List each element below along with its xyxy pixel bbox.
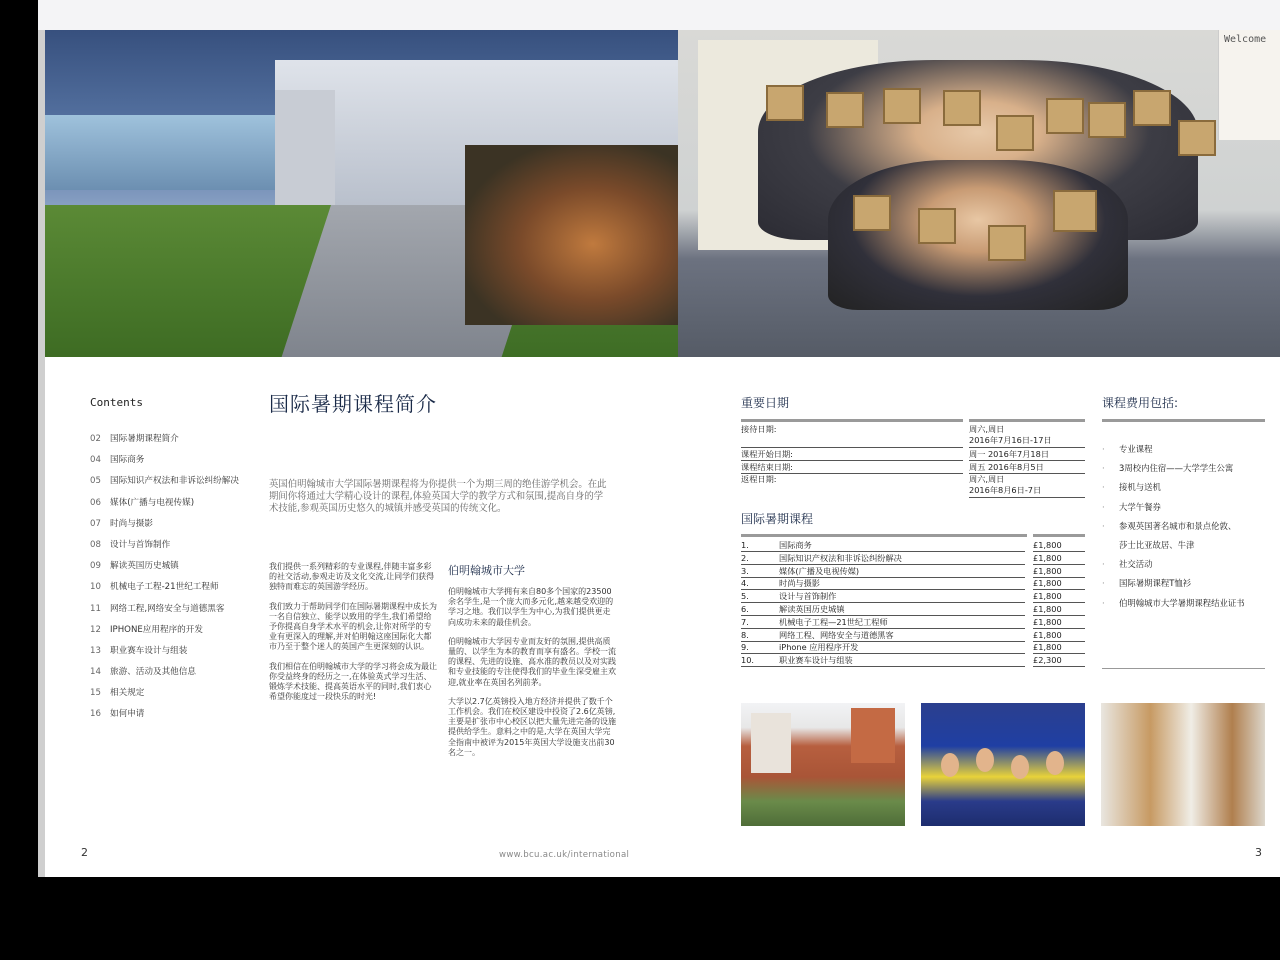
viewer-top-bar bbox=[38, 0, 1280, 30]
toc-label: 时尚与摄影 bbox=[110, 518, 153, 529]
paragraph: 伯明翰城市大学因专业而友好的氛围,提供高质量的、以学生为本的教育而享有盛名。学校一流的课程、先进的设施、高水准的教员以及对实践和专业技能的专注使得我们的毕业生深受雇主欢迎,就业率在英国名列前茅。 bbox=[448, 636, 616, 687]
toc-page-number: 14 bbox=[90, 667, 101, 678]
toc-item[interactable] bbox=[90, 496, 239, 517]
course-name: iPhone 应用程序开发 bbox=[779, 642, 1025, 654]
building-wing bbox=[275, 90, 335, 210]
course-name: 国际商务 bbox=[779, 540, 1025, 552]
toc-item[interactable] bbox=[90, 686, 239, 707]
toc-page-number: 07 bbox=[90, 518, 101, 529]
lecture-hall-photo bbox=[921, 703, 1085, 826]
toc-item[interactable] bbox=[90, 474, 239, 495]
toc-label: 国际商务 bbox=[110, 455, 145, 466]
student bbox=[1011, 755, 1029, 779]
bullet: · bbox=[1102, 501, 1105, 512]
page-number-right: 3 bbox=[1255, 846, 1262, 859]
course-price: £1,800 bbox=[1033, 642, 1085, 654]
toc-page-number: 11 bbox=[90, 603, 101, 614]
toc-label: 机械电子工程-21世纪工程师 bbox=[110, 582, 219, 593]
bullet: · bbox=[1102, 520, 1105, 531]
toc-page-number: 16 bbox=[90, 709, 101, 720]
list-item bbox=[1102, 501, 1245, 520]
course-number: 9. bbox=[741, 642, 779, 654]
course-price: £1,800 bbox=[1033, 604, 1085, 616]
drawing-board bbox=[766, 85, 804, 121]
drawing-board bbox=[918, 208, 956, 244]
drawing-board bbox=[1088, 102, 1126, 138]
toc-label: 相关规定 bbox=[110, 688, 145, 699]
welcome-sign-text: Welcome bbox=[1224, 34, 1267, 45]
toc-item[interactable] bbox=[90, 644, 239, 665]
course-number: 5. bbox=[741, 591, 779, 603]
welcome-sign bbox=[1218, 30, 1280, 140]
course-number: 10. bbox=[741, 655, 779, 667]
paragraph: 我们提供一系列精彩的专业课程,伴随丰富多彩的社交活动,参观走访及文化交流,让同学们获得独特而难忘的英国游学经历。 bbox=[269, 562, 435, 592]
drawing-board bbox=[996, 115, 1034, 151]
course-name: 时尚与摄影 bbox=[779, 578, 1025, 590]
toc-item[interactable] bbox=[90, 559, 239, 580]
date-value: 周六,周日 2016年8月6日-7日 bbox=[969, 474, 1085, 498]
toc-label: 职业赛车设计与组装 bbox=[110, 645, 188, 656]
drawing-board bbox=[883, 88, 921, 124]
fee-item: 莎士比亚故居、牛津 bbox=[1119, 539, 1195, 550]
course-price: £1,800 bbox=[1033, 553, 1085, 565]
course-price: £1,800 bbox=[1033, 617, 1085, 629]
toc-item[interactable] bbox=[90, 665, 239, 686]
divider bbox=[741, 419, 963, 422]
course-name: 机械电子工程—21世纪工程师 bbox=[779, 617, 1025, 629]
paragraph: 我们致力于帮助同学们在国际暑期课程中成长为一名自信独立、能学以致用的学生,我们希望给予你提高自身学术水平的机会,让你对所学的专业有更深入的理解,并对伯明翰这座国际化大都市乃至于整个迷人的英国产生更深刻的认识。 bbox=[269, 601, 437, 652]
student-group-front bbox=[828, 160, 1128, 310]
fee-item: 社交活动 bbox=[1119, 559, 1153, 570]
toc-page-number: 04 bbox=[90, 455, 101, 466]
drawing-board bbox=[988, 225, 1026, 261]
intro-paragraph: 英国伯明翰城市大学国际暑期课程将为你提供一个为期三周的绝佳游学机会。在此期间你将通过大学精心设计的课程,体验英国大学的教学方式和氛围,提高自身的学术技能,参观英国历史悠久的城镇并感受英国的传统文化。 bbox=[269, 479, 607, 514]
toc-label: 国际知识产权法和非诉讼纠纷解决 bbox=[110, 476, 239, 487]
date-label: 返程日期: bbox=[741, 474, 777, 485]
page-edge bbox=[38, 30, 45, 877]
toc-label: 网络工程,网络安全与道德黑客 bbox=[110, 603, 225, 614]
toc-page-number: 08 bbox=[90, 539, 101, 550]
divider bbox=[1102, 668, 1265, 669]
course-name: 网络工程、网络安全与道德黑客 bbox=[779, 630, 1025, 642]
toc-item[interactable] bbox=[90, 517, 239, 538]
page-title: 国际暑期课程简介 bbox=[269, 392, 437, 416]
toc-item[interactable] bbox=[90, 453, 239, 474]
university-heading: 伯明翰城市大学 bbox=[448, 564, 525, 577]
toc-page-number: 10 bbox=[90, 582, 101, 593]
footer-url[interactable]: www.bcu.ac.uk/international bbox=[499, 850, 630, 860]
divider bbox=[1033, 534, 1085, 537]
fee-item: 接机与送机 bbox=[1119, 482, 1161, 493]
paragraph: 我们相信在伯明翰城市大学的学习将会成为最让你受益终身的经历之一,在体验英式学习生活、锻炼学术技能、提高英语水平的同时,我们衷心希望你能度过一段快乐的时光! bbox=[269, 661, 437, 702]
dates-title: 重要日期 bbox=[741, 396, 790, 410]
toc-item[interactable] bbox=[90, 707, 239, 728]
toc-label: 媒体(广播与电视传媒) bbox=[110, 497, 195, 508]
toc-label: 解读英国历史城镇 bbox=[110, 561, 179, 572]
date-label: 课程开始日期: bbox=[741, 449, 963, 461]
divider bbox=[1102, 419, 1265, 422]
building-block bbox=[851, 708, 895, 763]
bullet: · bbox=[1102, 482, 1105, 493]
course-name: 媒体(广播及电视传媒) bbox=[779, 566, 1025, 578]
date-label: 接待日期: bbox=[741, 424, 963, 448]
date-value: 周五 2016年8月5日 bbox=[969, 462, 1085, 474]
date-value: 周一 2016年7月18日 bbox=[969, 449, 1085, 461]
toc-item[interactable] bbox=[90, 580, 239, 601]
students-group-photo bbox=[678, 30, 1280, 357]
fee-item: 专业课程 bbox=[1119, 444, 1153, 454]
list-item bbox=[1102, 443, 1245, 462]
date-label: 课程结束日期: bbox=[741, 462, 963, 474]
campus-photo bbox=[45, 30, 678, 357]
body-column-2 bbox=[448, 587, 616, 767]
course-name: 职业赛车设计与组装 bbox=[779, 655, 1025, 667]
toc-item[interactable] bbox=[90, 432, 239, 453]
toc-label: IPHONE应用程序的开发 bbox=[110, 624, 203, 635]
page-number-left: 2 bbox=[81, 846, 88, 859]
accommodation-photo bbox=[741, 703, 905, 826]
fee-item: 大学午餐券 bbox=[1119, 501, 1161, 512]
fee-item: 伯明翰城市大学暑期课程结业证书 bbox=[1119, 597, 1245, 608]
course-name: 解读英国历史城镇 bbox=[779, 604, 1025, 616]
drawing-board bbox=[826, 92, 864, 128]
toc-page-number: 06 bbox=[90, 497, 101, 508]
course-number: 4. bbox=[741, 578, 779, 590]
toc-item[interactable] bbox=[90, 602, 239, 623]
fee-item: 国际暑期课程T恤衫 bbox=[1119, 578, 1192, 589]
toc-item[interactable] bbox=[90, 623, 239, 644]
drawing-board bbox=[1133, 90, 1171, 126]
glass-building bbox=[45, 115, 295, 190]
toc-label: 国际暑期课程简介 bbox=[110, 434, 179, 444]
viewer-left-gutter bbox=[0, 0, 38, 880]
bullet: · bbox=[1102, 578, 1105, 589]
drawing-board bbox=[1046, 98, 1084, 134]
toc-label: 旅游、活动及其他信息 bbox=[110, 667, 196, 678]
list-item bbox=[1102, 481, 1245, 500]
fees-title: 课程费用包括: bbox=[1102, 396, 1179, 410]
bullet: · bbox=[1102, 444, 1105, 454]
body-column-1 bbox=[269, 562, 437, 711]
course-price: £2,300 bbox=[1033, 655, 1085, 667]
bullet: · bbox=[1102, 597, 1105, 608]
course-price: £1,800 bbox=[1033, 578, 1085, 590]
student bbox=[976, 748, 994, 772]
course-number: 3. bbox=[741, 566, 779, 578]
atrium-photo bbox=[1101, 703, 1265, 826]
list-item bbox=[1102, 558, 1245, 577]
bullet: · bbox=[1102, 463, 1105, 474]
brochure-spread bbox=[45, 30, 1280, 877]
list-item bbox=[1102, 577, 1245, 596]
lit-trees bbox=[465, 145, 678, 325]
list-item bbox=[1102, 520, 1245, 539]
paragraph: 大学以2.7亿英镑投入地方经济并提供了数千个工作机会。我们在校区建设中投资了2.6亿英镑,主要是扩张市中心校区以把大量先进完备的设施提供给学生。意料之中的是,大学在英国大学完全指南中被评为2015年英国大学设施支出前30名之一。 bbox=[448, 696, 616, 757]
toc-page-number: 02 bbox=[90, 434, 101, 444]
toc-label: 如何申请 bbox=[110, 709, 145, 720]
course-number: 8. bbox=[741, 630, 779, 642]
course-price: £1,800 bbox=[1033, 630, 1085, 642]
contents-title: Contents bbox=[90, 396, 143, 409]
course-price: £1,800 bbox=[1033, 566, 1085, 578]
divider bbox=[969, 419, 1085, 422]
toc-item[interactable] bbox=[90, 538, 239, 559]
list-item bbox=[1102, 597, 1245, 616]
toc-page-number: 09 bbox=[90, 561, 101, 572]
fees-list bbox=[1102, 443, 1245, 616]
course-name: 国际知识产权法和非诉讼纠纷解决 bbox=[779, 553, 1025, 565]
list-item bbox=[1102, 462, 1245, 481]
student bbox=[1046, 751, 1064, 775]
course-price: £1,800 bbox=[1033, 540, 1085, 552]
drawing-board bbox=[1178, 120, 1216, 156]
toc-page-number: 13 bbox=[90, 645, 101, 656]
drawing-board bbox=[1053, 190, 1097, 232]
course-number: 2. bbox=[741, 553, 779, 565]
toc-label: 设计与首饰制作 bbox=[110, 539, 171, 550]
courses-title: 国际暑期课程 bbox=[741, 512, 814, 526]
student bbox=[941, 753, 959, 777]
bullet: · bbox=[1102, 559, 1105, 570]
course-price: £1,800 bbox=[1033, 591, 1085, 603]
toc-page-number: 05 bbox=[90, 476, 101, 487]
drawing-board bbox=[943, 90, 981, 126]
building-block bbox=[751, 713, 791, 773]
fee-item: 3周校内住宿——大学学生公寓 bbox=[1119, 463, 1234, 474]
toc-page-number: 15 bbox=[90, 688, 101, 699]
divider bbox=[741, 534, 1027, 537]
toc-page-number: 12 bbox=[90, 624, 101, 635]
course-number: 1. bbox=[741, 540, 779, 552]
course-name: 设计与首饰制作 bbox=[779, 591, 1025, 603]
course-number: 6. bbox=[741, 604, 779, 616]
list-item bbox=[1102, 539, 1245, 558]
course-number: 7. bbox=[741, 617, 779, 629]
drawing-board bbox=[853, 195, 891, 231]
fee-item: 参观英国著名城市和景点伦敦、 bbox=[1119, 520, 1237, 531]
date-value: 周六,周日 2016年7月16日-17日 bbox=[969, 424, 1085, 448]
paragraph: 伯明翰城市大学拥有来自80多个国家的23500余名学生,是一个庞大而多元化,越来越受欢迎的学习之地。我们以学生为中心,为我们提供更走向成功未来的最佳机会。 bbox=[448, 587, 614, 627]
table-of-contents bbox=[90, 432, 239, 729]
